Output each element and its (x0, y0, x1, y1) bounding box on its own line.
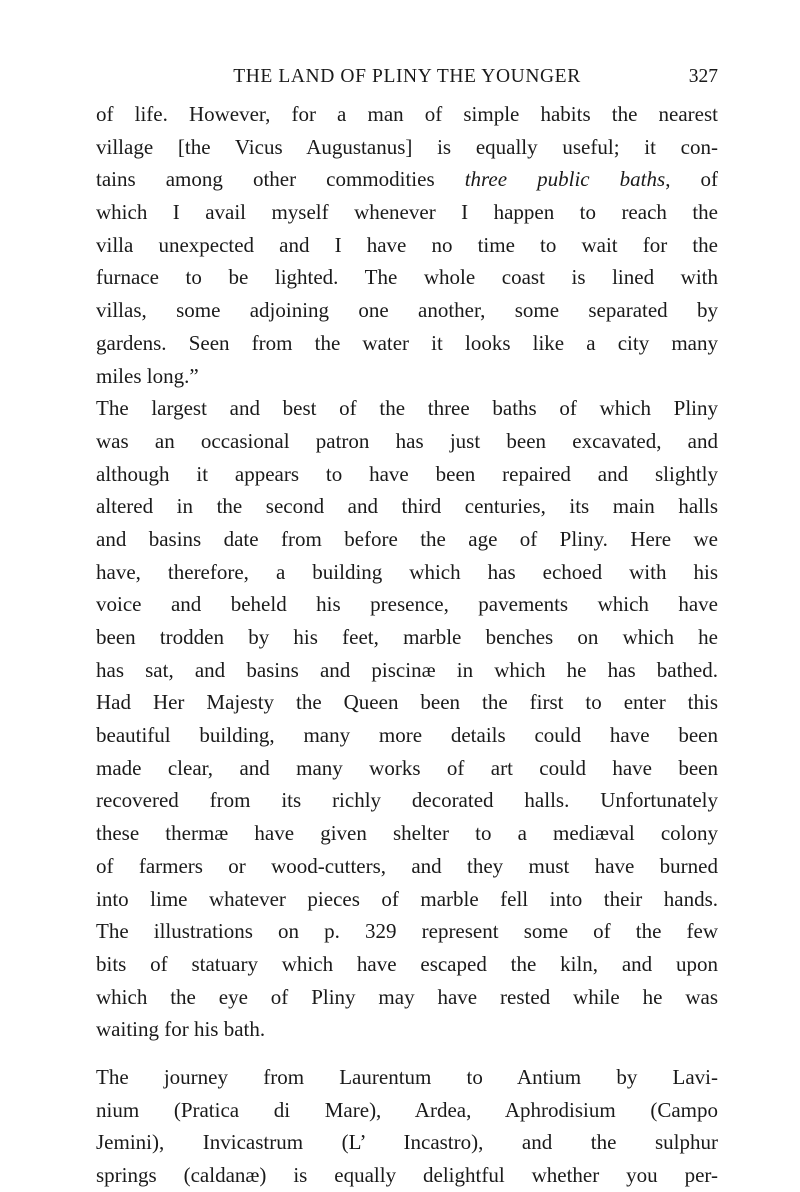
text-line: villas, some adjoining one another, some separated by (96, 298, 718, 323)
text-line: voice and beheld his presence, pavements which have (96, 592, 718, 617)
text-line: been trodden by his feet, marble benches on which he (96, 625, 718, 649)
text-line: has sat, and basins and piscinæ in which he has bathed. (96, 657, 718, 682)
body-text (96, 98, 718, 1192)
text-line: villa unexpected and I have no time to wait for the (96, 232, 718, 257)
text-line: and basins date from before the age of Pliny. Here we (96, 526, 718, 551)
text-line: The illustrations on p. 329 represent some of the few (96, 919, 718, 944)
text-line: was an occasional patron has just been excavated, and (96, 428, 718, 453)
running-head (96, 66, 718, 96)
text-line: miles long.” (96, 363, 199, 388)
text-line: tains among other commodities three public baths, of (96, 167, 719, 192)
text-line: altered in the second and third centuries, its main halls (96, 494, 718, 519)
text-line: which the eye of Pliny may have rested while he was (96, 984, 718, 1009)
text-line: Jemini), Invicastrum (L’ Incastro), and the sulphur (96, 1130, 718, 1155)
text-line: gardens. Seen from the water it looks like a city many (96, 330, 718, 355)
text-line: these thermæ have given shelter to a mediæval colony (96, 821, 718, 846)
text-line: Had Her Majesty the Queen been the first to enter this (96, 690, 718, 715)
paragraph (96, 98, 718, 392)
text-line: recovered from its richly decorated halls. Unfortunately (96, 788, 718, 813)
text-line: The largest and best of the three baths of which Pliny (96, 396, 718, 421)
text-line: beautiful building, many more details could have been (96, 723, 718, 748)
text-line: nium (Pratica di Mare), Ardea, Aphrodisium (Campo (96, 1097, 718, 1122)
text-line: bits of statuary which have escaped the kiln, and upon (96, 951, 718, 976)
text-line: village [the Vicus Augustanus] is equally useful; it con- (96, 134, 718, 159)
text-line: The journey from Laurentum to Antium by Lavi- (96, 1064, 718, 1089)
text-line: made clear, and many works of art could have been (96, 755, 718, 780)
page-number: 327 (688, 66, 718, 87)
paragraph-gap (96, 1046, 718, 1061)
paragraph (96, 392, 718, 1046)
text-line: although it appears to have been repaired and slightly (96, 461, 718, 486)
text-line: have, therefore, a building which has echoed with his (96, 559, 718, 584)
paragraph (96, 1061, 718, 1192)
running-title: THE LAND OF PLINY THE YOUNGER (233, 66, 581, 87)
text-line: of farmers or wood-cutters, and they must have burned (96, 853, 718, 878)
text-line: waiting for his bath. (96, 1017, 266, 1042)
text-line: of life. However, for a man of simple habits the nearest (96, 102, 718, 126)
text-line: furnace to be lighted. The whole coast is lined with (96, 265, 718, 290)
text-line: springs (caldanæ) is equally delightful whether you per- (96, 1163, 718, 1187)
text-line: into lime whatever pieces of marble fell into their hands. (96, 886, 718, 911)
text-line: which I avail myself whenever I happen to reach the (96, 200, 718, 225)
